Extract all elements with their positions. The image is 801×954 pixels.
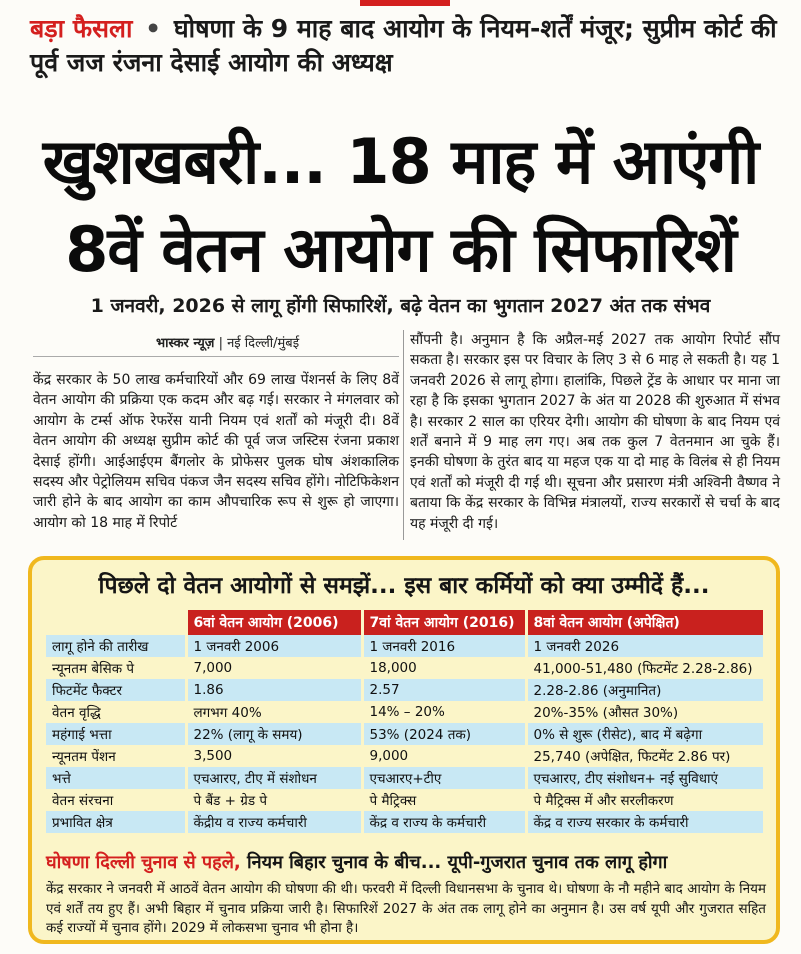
table-header-cell: 7वां वेतन आयोग (2016) xyxy=(362,610,526,635)
table-cell: पे बैंड + ग्रेड पे xyxy=(186,789,362,811)
headline-line-1: खुशखबरी... 18 माह में आएंगी xyxy=(42,125,759,198)
table-cell: भत्ते xyxy=(46,767,186,789)
table-cell: वेतन वृद्धि xyxy=(46,701,186,723)
table-cell: फिटमेंट फैक्टर xyxy=(46,679,186,701)
byline-place: | नई दिल्ली/मुंबई xyxy=(218,336,300,351)
table-cell: 3,500 xyxy=(186,745,362,767)
table-header-cell: 6वां वेतन आयोग (2006) xyxy=(186,610,362,635)
table-cell: 41,000-51,480 (फिटमेंट 2.28-2.86) xyxy=(526,657,765,679)
box-paragraph: केंद्र सरकार ने जनवरी में आठवें वेतन आयोग की घोषणा की थी। फरवरी में दिल्ली विधानसभा के चुनाव थे। घोषणा के नौ महीने बाद आयोग के नियम एवं शर्तें तय हुए हैं। अभी बिहार में चुनाव प्रक्रिया जारी है। सिफारिशें 2027 के अंत तक लागू होने का अनुमान है। उस वर्ष यूपी और गुजरात सहित कई राज्यों में चुनाव होंगे। 2029 में लोकसभा चुनाव भी होना है। xyxy=(46,881,766,936)
table-header-cell: 8वां वेतन आयोग (अपेक्षित) xyxy=(526,610,765,635)
table-cell: केंद्र व राज्य के कर्मचारी xyxy=(362,811,526,833)
comparison-box-title: पिछले दो वेतन आयोगों से समझें... इस बार कर्मियों को क्या उम्मीदें हैं... xyxy=(98,573,710,599)
table-cell: केंद्र व राज्य सरकार के कर्मचारी xyxy=(526,811,765,833)
table-cell: एचआरए, टीए में संशोधन xyxy=(186,767,362,789)
box-subheading-red: घोषणा दिल्ली चुनाव से पहले, xyxy=(46,852,241,873)
kicker xyxy=(30,12,780,80)
table-cell: 20%-35% (औसत 30%) xyxy=(526,701,765,723)
table-row xyxy=(46,657,765,679)
top-accent-bar xyxy=(360,0,450,6)
table-cell: 14% – 20% xyxy=(362,701,526,723)
table-cell: एचआरए+टीए xyxy=(362,767,526,789)
kicker-text: घोषणा के 9 माह बाद आयोग के नियम-शर्तें मंजूर; सुप्रीम कोर्ट की पूर्व जज रंजना देसाई आयोग की अध्यक्ष xyxy=(30,14,777,77)
table-cell: पे मैट्रिक्स xyxy=(362,789,526,811)
table-cell: 22% (लागू के समय) xyxy=(186,723,362,745)
table-row xyxy=(46,789,765,811)
table-row xyxy=(46,635,765,657)
table-row xyxy=(46,767,765,789)
table-row xyxy=(46,679,765,701)
table-cell: न्यूनतम पेंशन xyxy=(46,745,186,767)
byline-rule xyxy=(33,356,399,357)
comparison-box xyxy=(28,556,780,944)
headline-line-2: 8वें वेतन आयोग की सिफारिशें xyxy=(65,213,736,286)
kicker-tag: बड़ा फैसला xyxy=(30,14,133,43)
subheadline: 1 जनवरी, 2026 से लागू होंगी सिफारिशें, बढ़े वेतन का भुगतान 2027 अंत तक संभव xyxy=(90,295,711,317)
column-divider xyxy=(403,330,404,540)
table-cell: लगभग 40% xyxy=(186,701,362,723)
table-cell: न्यूनतम बेसिक पे xyxy=(46,657,186,679)
table-cell: वेतन संरचना xyxy=(46,789,186,811)
table-cell: महंगाई भत्ता xyxy=(46,723,186,745)
table-cell: पे मैट्रिक्स में और सरलीकरण xyxy=(526,789,765,811)
table-row xyxy=(46,701,765,723)
table-header-row xyxy=(46,610,765,635)
table-cell: केंद्रीय व राज्य कर्मचारी xyxy=(186,811,362,833)
article-column-right: सौंपनी है। अनुमान है कि अप्रैल-मई 2027 तक आयोग रिपोर्ट सौंप सकता है। सरकार इस पर विचार के लिए 3 से 6 माह ले सकती है। यह 1 जनवरी 2026 से लागू होगा। हालांकि, पिछले ट्रेंड के आधार पर माना जा रहा है कि इसका भुगतान 2027 के अंत या 2028 की शुरुआत में संभव है। सरकार 2 साल का एरियर देगी। आयोग की घोषणा के बाद नियम एवं शर्तें बनाने में 9 माह लग गए। अब तक कुल 7 वेतनमान आ चुके हैं। इनकी घोषणा के तुरंत बाद या महज एक या दो माह के विलंब से ही नियम एवं शर्तों को मंजूरी दी गई थी। सूचना और प्रसारण मंत्री अश्विनी वैष्णव ने बताया कि केंद्र सरकार के विभिन्न मंत्रालयों, राज्य सरकारों से चर्चा के बाद यह मंजूरी दी गई। xyxy=(410,332,780,532)
article-column-left: केंद्र सरकार के 50 लाख कर्मचारियों और 69 लाख पेंशनर्स के लिए 8वें वेतन आयोग की प्रक्रिया एक कदम और बढ़ गई। सरकार ने मंगलवार को आयोग के टर्म्स ऑफ रेफरेंस यानी नियम एवं शर्तों को मंजूरी दी। 8वें वेतन आयोग की अध्यक्ष सुप्रीम कोर्ट की पूर्व जज जस्टिस रंजना प्रकाश देसाई होंगी। आईआईएम बैंगलोर के प्रोफेसर पुलक घोष अंशकालिक सदस्य और पेट्रोलियम सचिव पंकज जैन सदस्य सचिव होंगे। नोटिफिकेशन जारी होने के बाद आयोग का काम औपचारिक रूप से शुरू हो जाएगा। आयोग को 18 माह में रिपोर्ट xyxy=(33,372,399,531)
table-cell: 0% से शुरू (रीसेट), बाद में बढ़ेगा xyxy=(526,723,765,745)
headline xyxy=(20,118,781,294)
table-cell: 25,740 (अपेक्षित, फिटमेंट 2.86 पर) xyxy=(526,745,765,767)
box-subheading xyxy=(46,850,770,874)
table-cell: 1 जनवरी 2016 xyxy=(362,635,526,657)
table-cell: 1 जनवरी 2026 xyxy=(526,635,765,657)
table-cell: लागू होने की तारीख xyxy=(46,635,186,657)
table-header-cell xyxy=(46,610,186,635)
table-cell: 53% (2024 तक) xyxy=(362,723,526,745)
kicker-bullet: • xyxy=(145,14,162,43)
table-cell: 1.86 xyxy=(186,679,362,701)
table-cell: 9,000 xyxy=(362,745,526,767)
byline-source: भास्कर न्यूज़ xyxy=(156,336,215,351)
table-row xyxy=(46,723,765,745)
table-cell: प्रभावित क्षेत्र xyxy=(46,811,186,833)
table-row xyxy=(46,811,765,833)
table-cell: 1 जनवरी 2006 xyxy=(186,635,362,657)
table-cell: एचआरए, टीए संशोधन+ नई सुविधाएं xyxy=(526,767,765,789)
table-row xyxy=(46,745,765,767)
pay-commission-table xyxy=(46,610,766,833)
box-subheading-black: नियम बिहार चुनाव के बीच... यूपी-गुजरात चुनाव तक लागू होगा xyxy=(240,852,668,873)
table-cell: 2.28-2.86 (अनुमानित) xyxy=(526,679,765,701)
table-cell: 2.57 xyxy=(362,679,526,701)
table-cell: 7,000 xyxy=(186,657,362,679)
byline xyxy=(156,333,299,351)
table-cell: 18,000 xyxy=(362,657,526,679)
